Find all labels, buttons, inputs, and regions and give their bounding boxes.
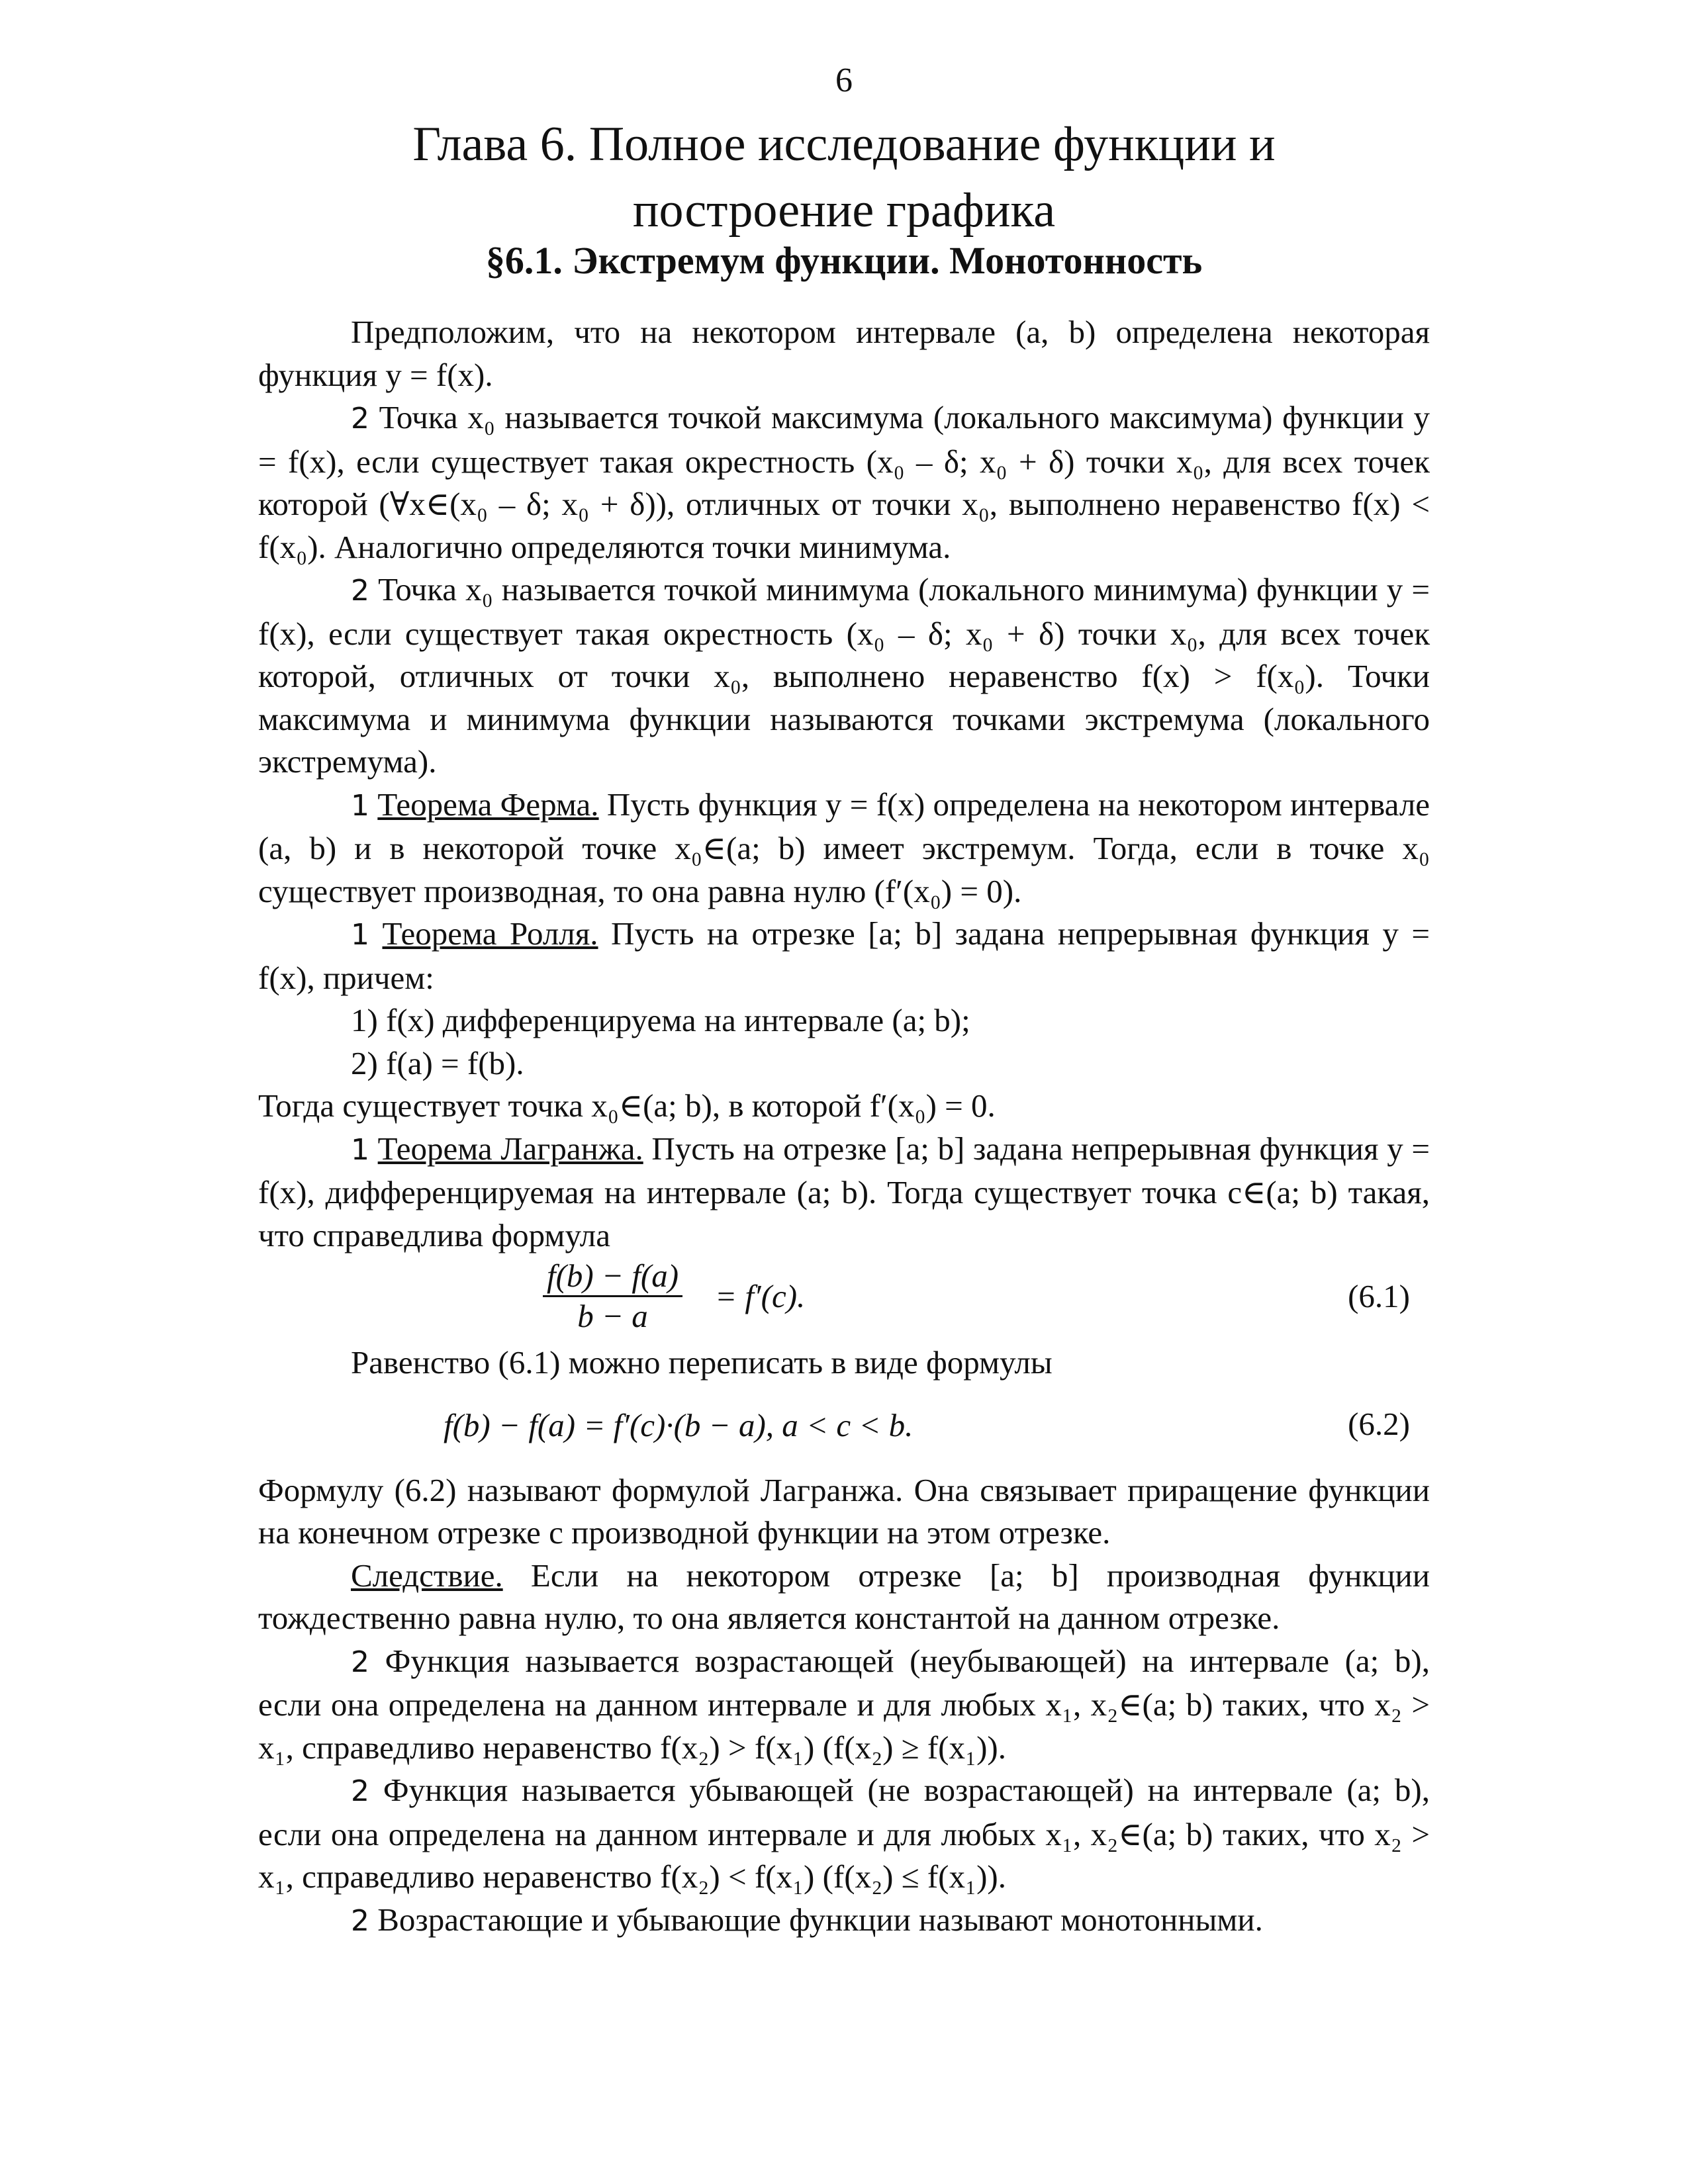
theorem-lagrange (258, 1128, 1430, 1257)
formula-6-1-denominator: b − a (577, 1298, 648, 1334)
definition-monotone-text: Возрастающие и убывающие функции называют монотонными. (377, 1901, 1263, 1938)
corollary-title: Следствие. (351, 1557, 503, 1594)
theorem-rolle-text: Пусть на отрезке [a; b] задана непрерывная функция y = f(x), причем: (258, 915, 1430, 996)
definition-monotone (258, 1899, 1430, 1943)
formula-6-1-numerator: f(b) − f(a) (543, 1257, 682, 1297)
definition-increasing (258, 1640, 1430, 1770)
section-title: §6.1. Экстремум функции. Монотонность (485, 239, 1203, 282)
definition-minimum (258, 569, 1430, 784)
formula-6-1 (258, 1257, 1430, 1342)
theorem-marker: 1 (351, 1132, 369, 1167)
theorem-fermat (258, 784, 1430, 913)
formula-6-2-number: (6.2) (1348, 1405, 1410, 1442)
theorem-fermat-text: Пусть функция y = f(x) определена на некотором интервале (a, b) и в некоторой точке x₀∈(a; b) имеет экстремум. Тогда, если в точке x₀ существует производная, то она равна нулю (f′(x₀) = 0). (258, 786, 1430, 909)
definition-decreasing (258, 1769, 1430, 1899)
page-body (258, 311, 1430, 1942)
definition-marker: 2 (351, 402, 369, 435)
rolle-condition-1: 1) f(x) дифференцируема на интервале (a; b); (351, 1002, 970, 1038)
chapter-title (0, 111, 1688, 244)
formula-6-1-rhs: = f′(c). (715, 1278, 806, 1314)
page-number: 6 (835, 62, 853, 99)
definition-marker: 2 (351, 1645, 369, 1679)
theorem-marker: 1 (351, 918, 369, 952)
definition-marker: 2 (351, 1774, 369, 1808)
definition-marker: 2 (351, 1903, 369, 1938)
rolle-conclusion: Тогда существует точка x₀∈(a; b), в которой f′(x₀) = 0. (258, 1087, 996, 1124)
definition-maximum-text: Точка x₀ называется точкой максимума (локального максимума) функции y = f(x), если существует такая окрестность (x₀ – δ; x₀ + δ) точки x₀, для всех точек которой (∀x∈(x₀ – δ; x₀ + δ)), отличных от точки x₀, выполнено неравенство f(x) < f(x₀). Аналогично определяются точки минимума. (258, 399, 1430, 565)
corollary (258, 1555, 1430, 1640)
theorem-rolle-title: Теорема Ролля. (382, 915, 598, 952)
theorem-lagrange-title: Теорема Лагранжа. (377, 1130, 643, 1167)
rolle-condition-2: 2) f(a) = f(b). (351, 1044, 524, 1081)
theorem-rolle (258, 913, 1430, 999)
definition-decreasing-text: Функция называется убывающей (не возрастающей) на интервале (a; b), если она определена на данном интервале и для любых x₁, x₂∈(a; b) таких, что x₂ > x₁, справедливо неравенство f(x₂) < f(x₁) (f(x₂) ≤ f(x₁)). (258, 1772, 1430, 1895)
definition-maximum (258, 396, 1430, 569)
theorem-fermat-title: Теорема Ферма. (377, 786, 599, 823)
formula-6-2-expression: f(b) − f(a) = f′(c)·(b − a), a < c < b. (444, 1406, 914, 1443)
chapter-title-line-1: Глава 6. Полное исследование функции и (412, 117, 1276, 171)
formula-6-1-fraction (543, 1257, 682, 1336)
definition-minimum-text: Точка x₀ называется точкой минимума (локального минимума) функции y = f(x), если существует такая окрестность (x₀ – δ; x₀ + δ) точки x₀, для всех точек которой, отличных от точки x₀, выполнено неравенство f(x) > f(x₀). Точки максимума и минимума функции называются точками экстремума (локального экстремума). (258, 571, 1430, 780)
theorem-lagrange-text: Пусть на отрезке [a; b] задана непрерывная функция y = f(x), дифференцируемая на интервале (a; b). Тогда существует точка c∈(a; b) такая, что справедлива формула (258, 1130, 1430, 1253)
formula-6-1-number: (6.1) (1348, 1278, 1410, 1314)
intro-paragraph: Предположим, что на некотором интервале (a, b) определена некоторая функция y = f(x). (258, 314, 1430, 393)
theorem-marker: 1 (351, 788, 369, 823)
corollary-text: Если на некотором отрезке [a; b] производная функции тождественно равна нулю, то она является константой на данном отрезке. (258, 1557, 1430, 1636)
definition-marker: 2 (351, 574, 369, 608)
lagrange-formula-note: Формулу (6.2) называют формулой Лагранжа. Она связывает приращение функции на конечном отрезке с производной функции на этом отрезке. (258, 1471, 1430, 1551)
rewrite-paragraph: Равенство (6.1) можно переписать в виде формулы (351, 1344, 1053, 1381)
chapter-title-line-2: построение графика (632, 183, 1056, 238)
definition-increasing-text: Функция называется возрастающей (неубывающей) на интервале (a; b), если она определена на данном интервале и для любых x₁, x₂∈(a; b) таких, что x₂ > x₁, справедливо неравенство f(x₂) > f(x₁) (f(x₂) ≥ f(x₁)). (258, 1642, 1430, 1766)
formula-6-2 (258, 1385, 1430, 1469)
